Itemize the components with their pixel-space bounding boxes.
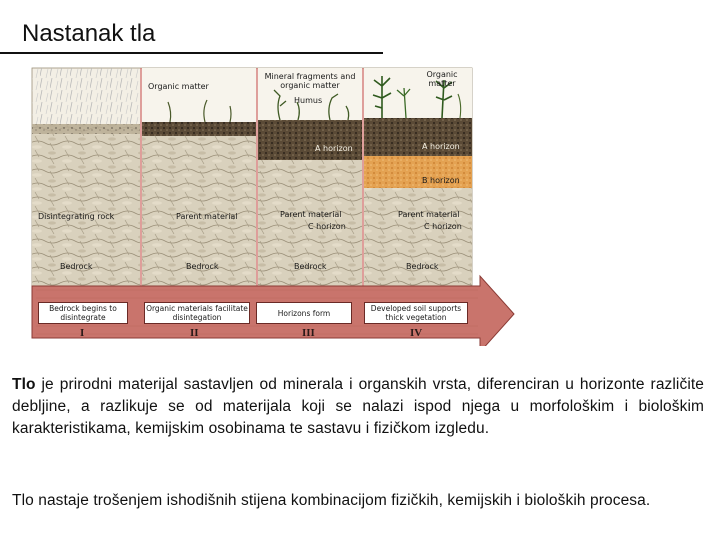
stage-3-label: Bedrock: [294, 262, 327, 271]
stage-3-label: Humus: [294, 96, 323, 105]
stage-2-panel: [142, 68, 256, 286]
stage-4-label: Organic matter: [426, 70, 458, 88]
formation-paragraph: [12, 490, 704, 512]
stage-2-numeral: II: [190, 327, 199, 339]
stage-4-label: A horizon: [422, 142, 460, 151]
stage-1-label: Bedrock: [60, 262, 93, 271]
stage-1-panel: [32, 68, 140, 286]
stage-3-label: Parent material: [280, 210, 342, 219]
stage-4-numeral: IV: [410, 327, 423, 339]
stage-4-label: C horizon: [424, 222, 462, 231]
stage-4-label: B horizon: [422, 176, 460, 185]
soil-formation-illustration: [30, 66, 518, 346]
stage-3-label: Mineral fragments and organic matter: [264, 72, 356, 90]
stage-4-caption: Developed soil supports thick vegetation: [364, 302, 468, 324]
stage-4-label: Parent material: [398, 210, 460, 219]
stage-3-caption: Horizons form: [256, 302, 352, 324]
stage-1-label: Disintegrating rock: [38, 212, 115, 221]
stage-4-label: Bedrock: [406, 262, 439, 271]
stage-1-numeral: I: [80, 327, 85, 339]
page-title: Nastanak tla: [22, 20, 156, 47]
stage-2-caption: Organic materials facilitate disintegation: [144, 302, 250, 324]
paragraph-text: Tlo nastaje trošenjem ishodišnih stijena kombinacijom fizičkih, kemijskih i bioloških procesa.: [12, 492, 651, 509]
bold-term: Tlo: [12, 376, 36, 393]
title-underline: [0, 52, 383, 54]
stage-3-numeral: III: [302, 327, 315, 339]
stage-2-label: Organic matter: [148, 82, 209, 91]
stage-2-label: Bedrock: [186, 262, 219, 271]
stage-2-label: Parent material: [176, 212, 238, 221]
stage-1-caption: Bedrock begins to disintegrate: [38, 302, 128, 324]
stage-3-label: A horizon: [315, 144, 353, 153]
paragraph-text: je prirodni materijal sastavljen od minerala i organskih vrsta, diferenciran u horizonte različite debljine, a razlikuje se od materijala koji se nalazi ispod njega u morfološkim i biološkim karakteristikama, kemijskim osobinama te sastavu i fizičkom izgledu.: [12, 376, 704, 437]
stage-3-label: C horizon: [308, 222, 346, 231]
definition-paragraph: [12, 374, 704, 440]
